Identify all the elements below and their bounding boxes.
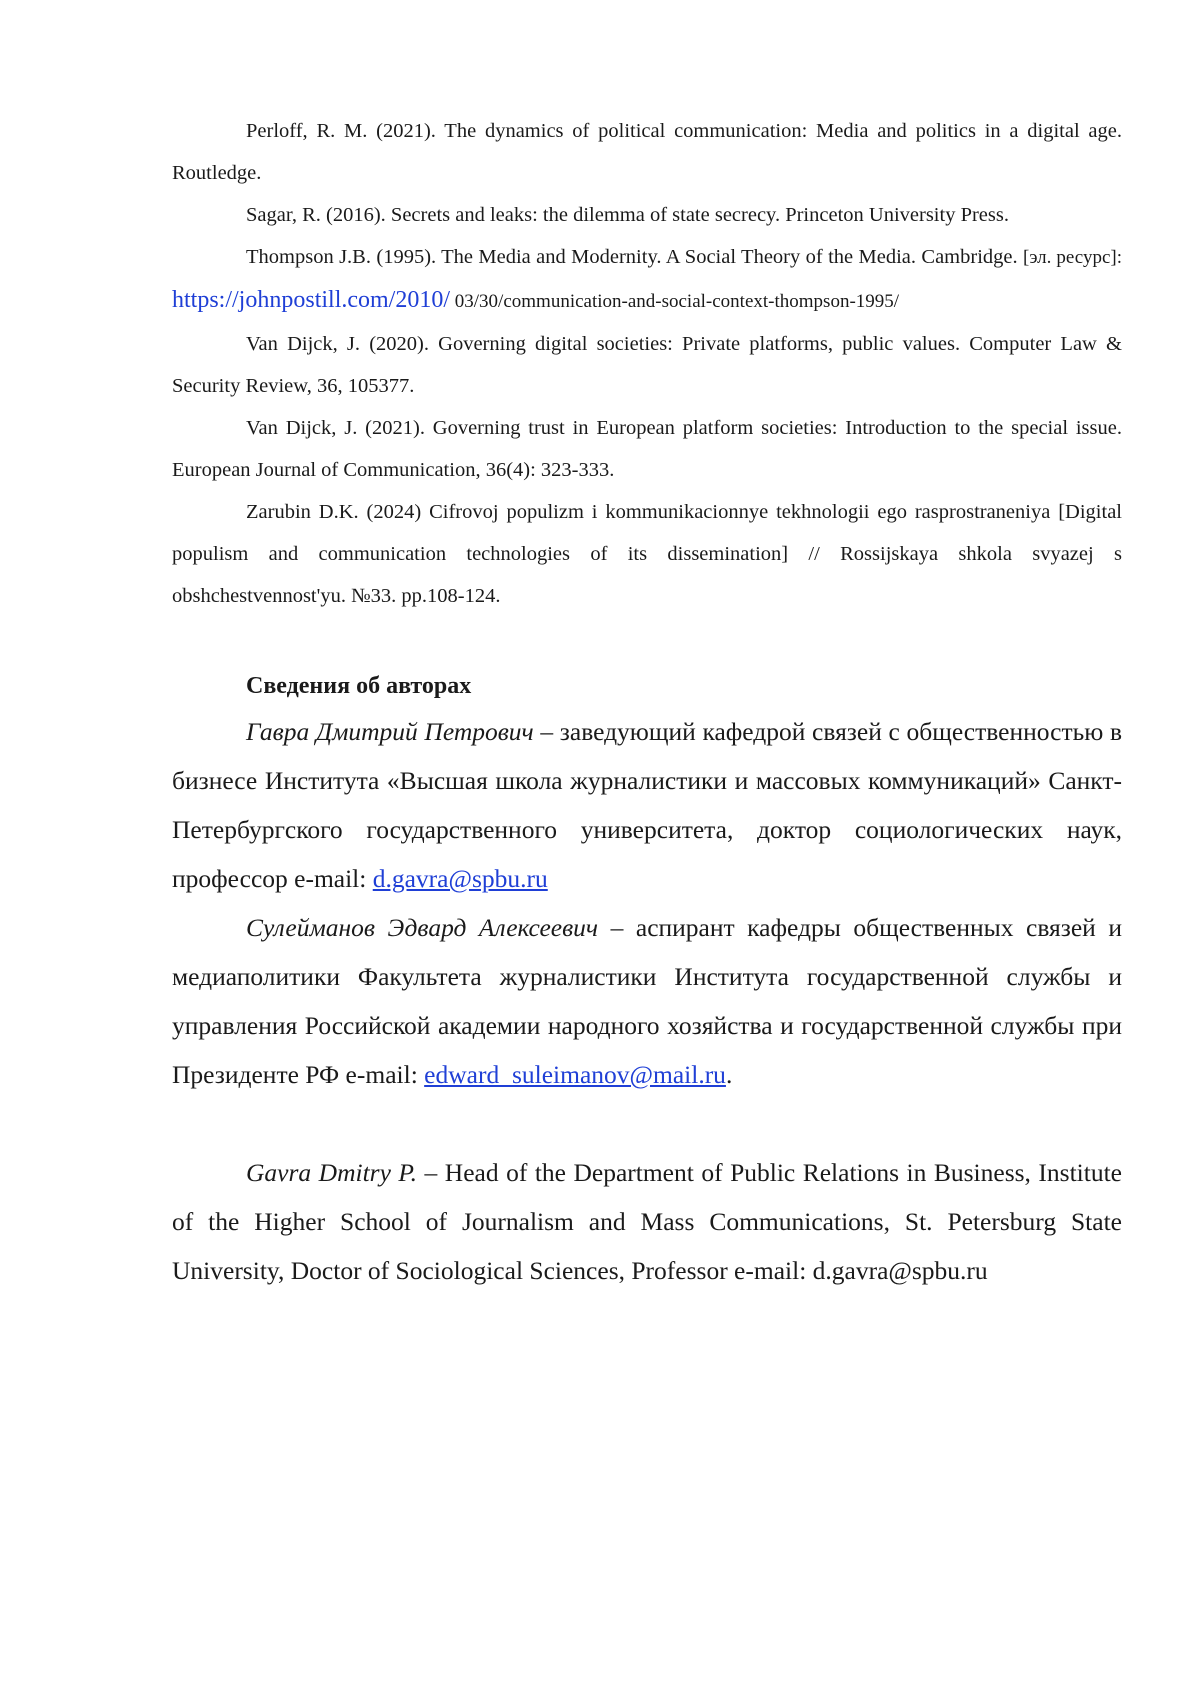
reference-url-tail: 03/30/communication-and-social-context-thompson-1995/ [450,291,900,312]
author-email-link[interactable]: edward_suleimanov@mail.ru [424,1060,726,1089]
reference-url-link[interactable]: https://johnpostill.com/2010/ [172,287,451,313]
reference-entry: Van Dijck, J. (2021). Governing trust in European platform societies: Introduction to the special issue. European Journal of Communication, 36(4): 323-333. [172,417,1122,481]
author-trailing: . [725,1060,733,1089]
reference-entry: Zarubin D.K. (2024) Cifrovoj populizm i kommunikacionnye tekhnologii ego rasprostraneniya [Digital populism and communication technologies of its dissemination] // Rossijskaya shkola svyazej s obshchestvennost'yu. №33. pp.108-124. [172,501,1122,607]
reference-entry [172,236,1122,323]
author-entry-ru [172,903,1122,1099]
author-name: Сулейманов Эдвард Алексеевич [246,913,599,942]
reference-text: Thompson J.B. (1995). The Media and Modernity. A Social Theory of the Media. Cambridge. [246,246,1023,268]
section-spacer [172,1099,1122,1148]
reference-entry: Perloff, R. M. (2021). The dynamics of political communication: Media and politics in a digital age. Routledge. [172,120,1122,184]
author-entry-en [172,1148,1122,1295]
reference-entry: Sagar, R. (2016). Secrets and leaks: the dilemma of state secrecy. Princeton University Press. [246,204,1009,226]
author-name: Гавра Дмитрий Петрович [246,717,534,746]
author-email-link[interactable]: d.gavra@spbu.ru [372,864,548,893]
references-list [172,110,1122,617]
authors-section [172,707,1122,1295]
author-description: – аспирант кафедры общественных связей и медиаполитики Факультета журналистики Института государственной службы и управления Российской академии народного хозяйства и государственной службы при Президенте РФ e-mail: [172,913,1122,1089]
reference-entry: Van Dijck, J. (2020). Governing digital societies: Private platforms, public values. Computer Law & Security Review, 36, 105377. [172,333,1122,397]
author-description: – заведующий кафедрой связей с общественностью в бизнесе Института «Высшая школа журналистики и массовых коммуникаций» Санкт-Петербургского государственного университета, доктор социологических наук, профессор e-mail: [172,717,1122,893]
author-description: – Head of the Department of Public Relations in Business, Institute of the Higher School of Journalism and Mass Communications, St. Petersburg State University, Doctor of Sociological Sciences, Professor e-mail: d.gavra@spbu.ru [172,1158,1122,1285]
document-page [172,110,1122,1295]
authors-heading: Сведения об авторах [246,673,472,699]
author-name: Gavra Dmitry P. [246,1158,418,1187]
author-entry-ru [172,707,1122,903]
resource-label: [эл. ресурс]: [1023,247,1123,268]
